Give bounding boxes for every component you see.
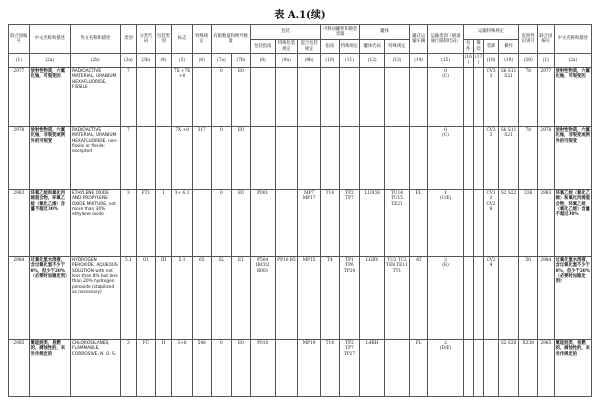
transport-category: 3 <box>444 257 447 263</box>
cell-lbl: 7X +8 <box>172 126 193 189</box>
cell-hid: X338 <box>519 339 538 396</box>
cell-cat <box>428 339 463 396</box>
cell-veh: AT <box>409 256 428 339</box>
header-row-1 <box>9 25 592 40</box>
header-ts-load: 装卸 <box>484 40 498 54</box>
cell-en: CHLOROSILANES, FLAMMABLE, CORROSIVE, N. O. S. <box>70 339 120 396</box>
cell-en: RADIOACTIVE MATERIAL, URANIUM HEXAFLUORIDE, FISSILE <box>70 67 120 126</box>
cell-mp <box>298 126 321 189</box>
transport-category: 0 <box>444 68 447 74</box>
cell-mp: MP7 MP17 <box>298 189 321 256</box>
cell-s17 <box>473 126 483 189</box>
cell-hid: 78 <box>519 126 538 189</box>
cell-tc <box>360 126 385 189</box>
tunnel-code: (C/E) <box>439 196 452 202</box>
header-ts-pack: 包件 <box>463 40 473 54</box>
cell-ts2: TU14 TU15 TE21 <box>385 189 410 256</box>
tunnel-code: (D/E) <box>439 346 452 352</box>
cell-pg: I <box>155 189 172 256</box>
cell-un: 2978 <box>9 126 30 189</box>
header-tank-special: 特殊规定 <box>339 40 360 54</box>
cell-s16 <box>463 126 473 189</box>
cell-ts2 <box>385 339 410 396</box>
cell-ts2 <box>385 126 410 189</box>
cell-pi: P001 <box>250 189 275 256</box>
cell-s17 <box>473 256 483 339</box>
cell-ti: T14 <box>321 189 340 256</box>
cell-hid: 336 <box>519 189 538 256</box>
header-class-code: 分类代码 <box>137 25 156 54</box>
cell-cn2: 环氧乙烷（氧化乙烯）和氧化丙烯混合物，环氧乙烷（氧化乙烯）含量不超过30% <box>554 189 591 256</box>
cell-pi <box>250 126 275 189</box>
cell-sp: 317 <box>192 126 211 189</box>
index-cell: (15) <box>428 54 463 68</box>
cell-s19 <box>484 339 498 396</box>
cell-cls: 7 <box>120 67 137 126</box>
cell-s19b: S6 S11 S21 <box>498 126 519 189</box>
cell-eq: E1 <box>232 256 251 339</box>
cell-cn2: 氯硅烷类，易燃的，腐蚀性的，未另作规定的 <box>554 339 591 396</box>
transport-category: 1 <box>444 190 447 196</box>
table-row <box>9 126 592 189</box>
cell-code <box>137 67 156 126</box>
header-transport-cat: 运输类别（隧道通行限制代码） <box>428 25 463 54</box>
cell-ts: TP1 TP6 TP24 <box>339 256 360 339</box>
index-cell: (13) <box>385 54 410 68</box>
tunnel-code: (C) <box>442 133 449 139</box>
cell-ts <box>339 126 360 189</box>
header-transport-special: 运输特殊规定 <box>463 25 519 40</box>
cell-sp: 548 <box>192 339 211 396</box>
cell-pi <box>250 67 275 126</box>
cell-ps <box>275 339 298 396</box>
header-un-no: 联合国编号 <box>9 25 30 54</box>
cell-lbl: 3+8 <box>172 339 193 396</box>
cell-ts <box>339 67 360 126</box>
cell-hid: 50 <box>519 256 538 339</box>
cell-hid: 78 <box>519 67 538 126</box>
cell-lq: 0 <box>211 339 232 396</box>
cell-tc: LGBV <box>360 256 385 339</box>
header-mixed: 混合包装规定 <box>298 40 321 54</box>
index-cell: (20) <box>519 54 538 68</box>
cell-mp <box>298 67 321 126</box>
cell-ti <box>321 67 340 126</box>
index-cell: (3b) <box>137 54 156 68</box>
cell-mp: MP19 <box>298 339 321 396</box>
header-labels: 标志 <box>172 25 193 54</box>
index-cell: (3a) <box>120 54 137 68</box>
cell-cn2: 过氧化氢水溶液，含过氧化氢不少于8%，但少于20%（必要时加稳定剂） <box>554 256 591 339</box>
cell-s17 <box>473 189 483 256</box>
cell-ts: TP2 TP7 TP27 <box>339 339 360 396</box>
header-special: 特殊规定 <box>192 25 211 54</box>
cell-lbl: 3+ 6.1 <box>172 189 193 256</box>
cell-veh: FL <box>409 189 428 256</box>
header-hazard-id: 危险性识别号 <box>519 25 538 54</box>
cell-en: HYDROGEN PEROXIDE, AQUEOUS SOLUTION with not less than 8% but less than 20% hydrogen peroxide (stabilized as necessary) <box>70 256 120 339</box>
cell-sp <box>192 189 211 256</box>
header-tank-group: 可移动罐柜和散装容器 <box>321 25 360 40</box>
index-cell: (2a) <box>29 54 70 68</box>
cell-ti <box>321 126 340 189</box>
header-tank-body: 罐体 <box>360 25 410 40</box>
index-cell: (10) <box>321 54 340 68</box>
cell-tc: L10CH <box>360 189 385 256</box>
cell-s16 <box>463 67 473 126</box>
header-vehicle: 罐式运输车辆 <box>409 25 428 54</box>
cell-lbl: 7X +7E +8 <box>172 67 193 126</box>
cell-tc: L4BH <box>360 339 385 396</box>
cell-sp <box>192 67 211 126</box>
cell-pg <box>155 126 172 189</box>
header-pack-inst: 包装指南 <box>250 40 275 54</box>
index-cell: (17) <box>475 55 483 66</box>
cell-cls: 5.1 <box>120 256 137 339</box>
index-cell: (9a) <box>275 54 298 68</box>
cell-pg: II <box>155 339 172 396</box>
cell-veh: FL <box>409 339 428 396</box>
cell-ps: PP10 B5 <box>275 256 298 339</box>
cell-cn2: 放射性物质，六氟化铀，非裂变或例外的可裂变 <box>554 126 591 189</box>
cell-cn: 放射性物质，六氟化铀，可裂变的 <box>29 67 70 126</box>
index-cell: (12) <box>360 54 385 68</box>
cell-un: 2977 <box>9 67 30 126</box>
dangerous-goods-table <box>8 24 592 397</box>
cell-cat <box>428 67 463 126</box>
cell-cn: 氯硅烷类，易燃的，腐蚀性的，未另作规定的 <box>29 339 70 396</box>
cell-ps <box>275 126 298 189</box>
cell-s19: CV13 CV28 <box>484 189 498 256</box>
cell-cls: 7 <box>120 126 137 189</box>
header-class: 类别 <box>120 25 137 54</box>
cell-cn2: 放射性物质，六氟化铀，可裂变的 <box>554 67 591 126</box>
table-row <box>9 339 592 396</box>
cell-lq: 0 <box>211 126 232 189</box>
index-cell: (2a) <box>554 54 591 68</box>
header-name-en: 英文名称和描述 <box>70 25 120 54</box>
cell-code: FC <box>137 339 156 396</box>
index-cell: (9b) <box>298 54 321 68</box>
cell-tc <box>360 67 385 126</box>
index-cell: (4) <box>155 54 172 68</box>
header-ts-op: 操作 <box>498 40 519 54</box>
index-cell: (7a) <box>211 54 232 68</box>
cell-s16 <box>463 189 473 256</box>
cell-ps <box>275 189 298 256</box>
cell-code: O1 <box>137 256 156 339</box>
cell-cn: 环氧乙烷和氧化丙烯混合物，环氧乙烷（氧化乙烯）含量不超过30% <box>29 189 70 256</box>
cell-un2: 2983 <box>538 189 555 256</box>
index-row <box>9 54 592 68</box>
cell-ts: TP2 TP7 <box>339 189 360 256</box>
header-packaging: 包装 <box>250 25 320 40</box>
cell-cat <box>428 189 463 256</box>
cell-veh <box>409 67 428 126</box>
cell-lbl: 5.1 <box>172 256 193 339</box>
header-limited: 有限数量和例外数量 <box>211 25 250 54</box>
cell-lq: 0 <box>211 67 232 126</box>
cell-ps <box>275 67 298 126</box>
cell-s17 <box>473 339 483 396</box>
cell-s16 <box>463 339 473 396</box>
transport-category: 0 <box>444 127 447 133</box>
index-cell: (11) <box>339 54 360 68</box>
header-name-cn-2: 中文名称和描述 <box>554 25 591 54</box>
cell-veh <box>409 126 428 189</box>
tunnel-code: (C) <box>442 74 449 80</box>
table-row <box>9 189 592 256</box>
index-cell: (5) <box>172 54 193 68</box>
tunnel-code: (E) <box>442 263 449 269</box>
cell-s19b: S6 S11 S21 <box>498 67 519 126</box>
cell-eq: E0 <box>232 339 251 396</box>
cell-un2: 2977 <box>538 67 555 126</box>
cell-cls: 3 <box>120 339 137 396</box>
index-cell: (7b) <box>232 54 251 68</box>
index-cell: (6) <box>192 54 211 68</box>
cell-sp: 65 <box>192 256 211 339</box>
cell-s19: CV33 <box>484 67 498 126</box>
cell-un2: 2985 <box>538 339 555 396</box>
cell-en: RADIOACTIVE MATERIAL, URANIUM HEXAFLUORIDE, non-fissile or fissile-excepted <box>70 126 120 189</box>
index-cell: (1) <box>538 54 555 68</box>
index-cell: (8) <box>250 54 275 68</box>
cell-cn: 放射性物质，六氟化铀，非裂变或例外的可裂变 <box>29 126 70 189</box>
cell-cat <box>428 126 463 189</box>
cell-eq: E0 <box>232 126 251 189</box>
table-row <box>9 67 592 126</box>
header-pack-group: 包装类别 <box>155 25 172 54</box>
cell-pi: P504 IBC02 R001 <box>250 256 275 339</box>
header-tank-code: 罐体代码 <box>360 40 385 54</box>
index-cell: (18) <box>484 54 498 68</box>
cell-lq: 0 <box>211 189 232 256</box>
transport-category: 2 <box>444 340 447 346</box>
cell-pi: P010 <box>250 339 275 396</box>
cell-lq: 5L <box>211 256 232 339</box>
cell-code <box>137 126 156 189</box>
table-title: 表 A.1(续) <box>274 10 326 21</box>
cell-un: 2984 <box>9 256 30 339</box>
cell-cls: 3 <box>120 189 137 256</box>
cell-un: 2985 <box>9 339 30 396</box>
header-un-no-2: 联合国编号 <box>538 25 555 54</box>
cell-code: FT1 <box>137 189 156 256</box>
table-row <box>9 256 592 339</box>
cell-ti: T4 <box>321 256 340 339</box>
index-cell: (2b) <box>70 54 120 68</box>
cell-un: 2983 <box>9 189 30 256</box>
index-cell: (14) <box>409 54 428 68</box>
header-tank-inst: 指南 <box>321 40 340 54</box>
header-tank-special-2: 特殊规定 <box>385 40 410 54</box>
header-ts-bulk: 散装 <box>473 40 483 54</box>
cell-un2: 2978 <box>538 126 555 189</box>
cell-pg <box>155 67 172 126</box>
cell-s19b: S2 S20 <box>498 339 519 396</box>
cell-en: ETHYLENE OXIDE AND PROPYLENE OXIDE MIXTURE, not more than 30% ethylene oxide <box>70 189 120 256</box>
cell-s19: CV33 <box>484 126 498 189</box>
index-cell: (16) <box>464 55 472 66</box>
cell-ts2: TU3 TC2 TE8 TE11 TT1 <box>385 256 410 339</box>
index-cell: (1) <box>9 54 30 68</box>
cell-s19b <box>498 256 519 339</box>
cell-s19b: S2 S22 <box>498 189 519 256</box>
cell-ti: T14 <box>321 339 340 396</box>
index-cell: (19) <box>498 54 519 68</box>
cell-eq: E0 <box>232 189 251 256</box>
cell-s17 <box>473 67 483 126</box>
header-name-cn: 中文名称和描述 <box>29 25 70 54</box>
cell-s19: CV24 <box>484 256 498 339</box>
cell-cat <box>428 256 463 339</box>
header-pack-special: 特殊包装规定 <box>275 40 298 54</box>
cell-mp: MP15 <box>298 256 321 339</box>
cell-s16 <box>463 256 473 339</box>
cell-pg: III <box>155 256 172 339</box>
cell-un2: 2984 <box>538 256 555 339</box>
cell-eq: E0 <box>232 67 251 126</box>
cell-ts2 <box>385 67 410 126</box>
cell-cn: 过氧化氢水溶液，含过氧化氢不少于8%，但少于20%（必要时加稳定剂） <box>29 256 70 339</box>
